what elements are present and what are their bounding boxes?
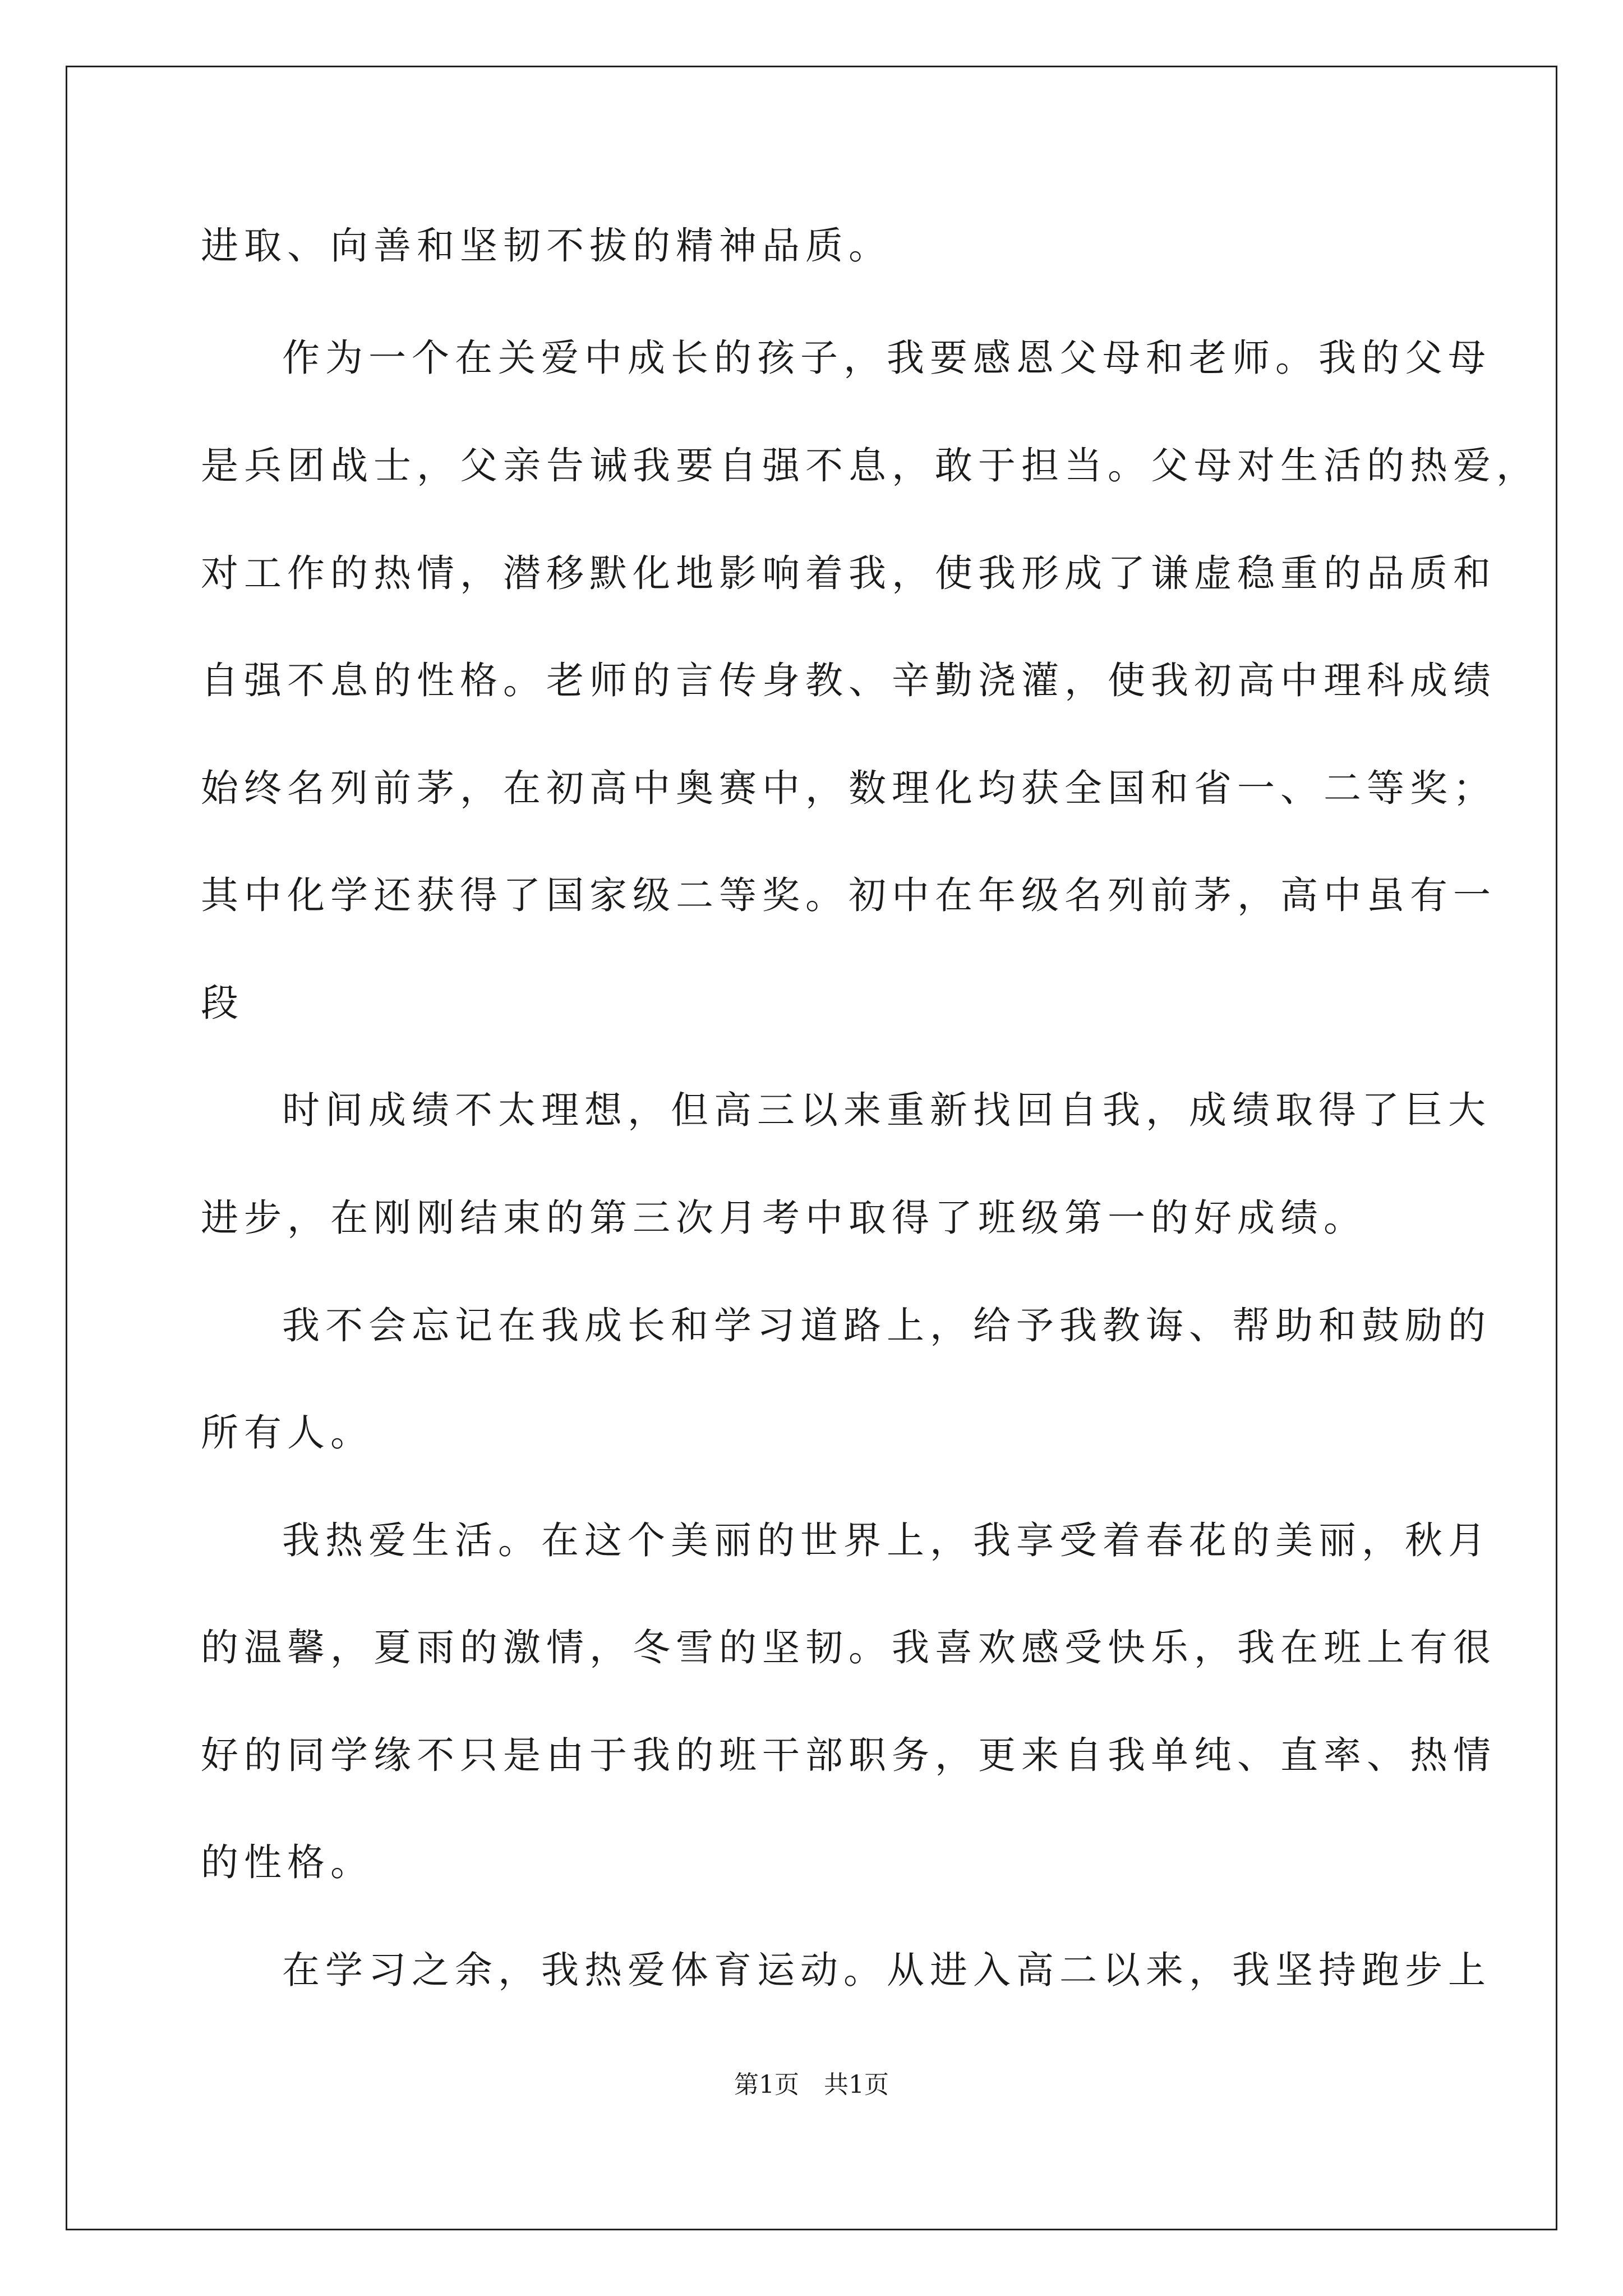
paragraph-first-line: 在学习之余，我热爱体育运动。从进入高二以来，我坚持跑步上 xyxy=(282,1948,1491,1992)
text-line: 的性格。 xyxy=(201,1841,374,1884)
page-border xyxy=(66,66,1557,2230)
text-line: 所有人。 xyxy=(201,1411,374,1455)
text-line: 自强不息的性格。老师的言传身教、辛勤浇灌，使我初高中理科成绩 xyxy=(201,659,1496,702)
page-number-footer: 第1页 共1页 xyxy=(734,2070,889,2099)
text-line: 的温馨，夏雨的激情，冬雪的坚韧。我喜欢感受快乐，我在班上有很 xyxy=(201,1626,1496,1669)
text-line: 段 xyxy=(201,981,244,1025)
paragraph-first-line: 时间成绩不太理想，但高三以来重新找回自我，成绩取得了巨大 xyxy=(282,1088,1491,1132)
text-line: 其中化学还获得了国家级二等奖。初中在年级名列前茅，高中虽有一 xyxy=(201,873,1496,917)
text-line: 进取、向善和坚韧不拔的精神品质。 xyxy=(201,224,892,268)
paragraph-first-line: 我热爱生活。在这个美丽的世界上，我享受着春花的美丽，秋月 xyxy=(282,1519,1491,1562)
paragraph-first-line: 我不会忘记在我成长和学习道路上，给予我教诲、帮助和鼓励的 xyxy=(282,1304,1491,1347)
text-line: 是兵团战士，父亲告诫我要自强不息，敢于担当。父母对生活的热爱， xyxy=(201,444,1539,487)
text-line: 进步，在刚刚结束的第三次月考中取得了班级第一的好成绩。 xyxy=(201,1196,1367,1240)
text-line: 始终名列前茅，在初高中奥赛中，数理化均获全国和省一、二等奖； xyxy=(201,766,1496,810)
paragraph-first-line: 作为一个在关爱中成长的孩子，我要感恩父母和老师。我的父母 xyxy=(282,336,1491,380)
text-line: 对工作的热情，潜移默化地影响着我，使我形成了谦虚稳重的品质和 xyxy=(201,551,1496,595)
text-line: 好的同学缘不只是由于我的班干部职务，更来自我单纯、直率、热情 xyxy=(201,1733,1496,1777)
